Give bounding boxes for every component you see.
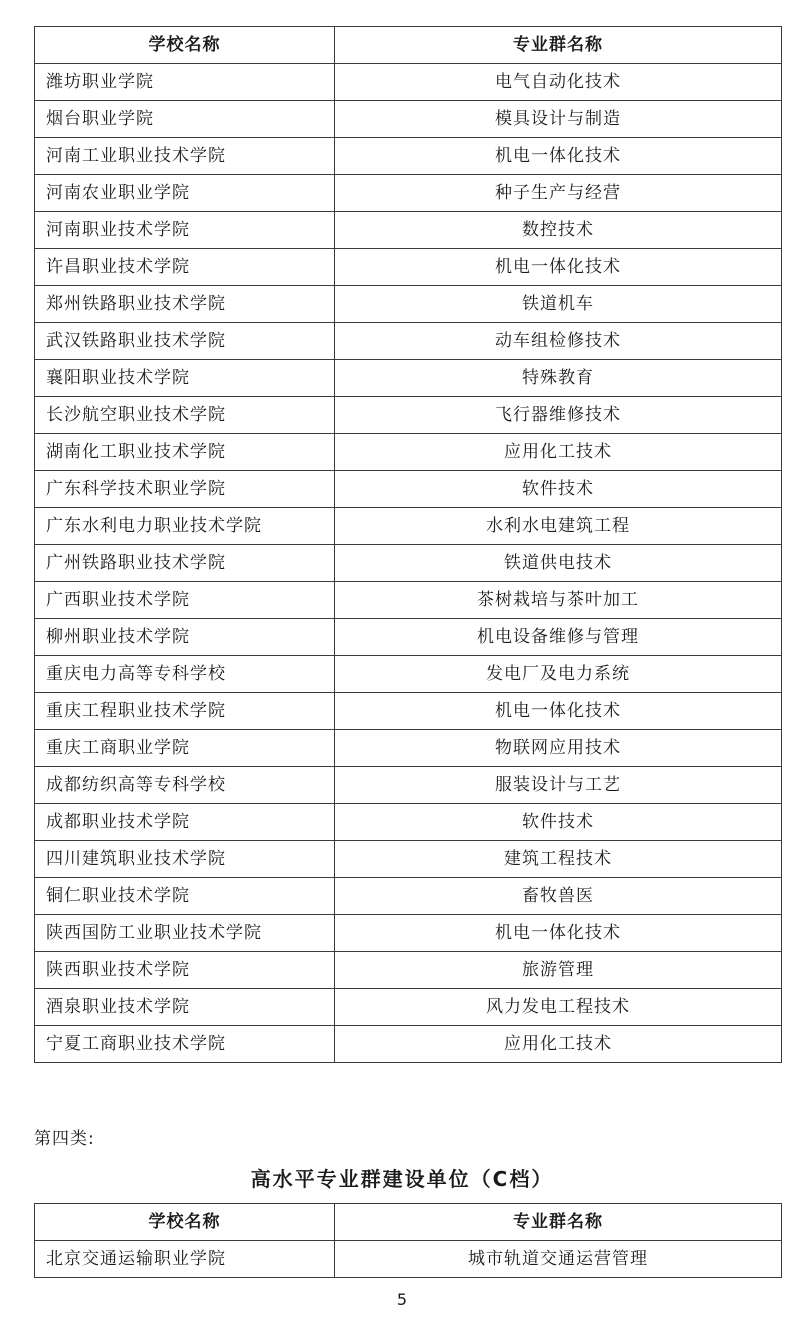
group-name-cell: 应用化工技术 <box>335 434 782 471</box>
table-row <box>35 656 782 693</box>
school-name-cell: 长沙航空职业技术学院 <box>35 397 335 434</box>
school-name-cell: 陕西国防工业职业技术学院 <box>35 915 335 952</box>
table-row <box>35 508 782 545</box>
table-row <box>35 360 782 397</box>
school-name-cell: 许昌职业技术学院 <box>35 249 335 286</box>
group-name-cell: 机电一体化技术 <box>335 915 782 952</box>
table-row <box>35 545 782 582</box>
table-row <box>35 286 782 323</box>
table-header-row <box>35 27 782 64</box>
group-name-cell: 服装设计与工艺 <box>335 767 782 804</box>
group-name-cell: 电气自动化技术 <box>335 64 782 101</box>
school-name-cell: 广东水利电力职业技术学院 <box>35 508 335 545</box>
table-row <box>35 434 782 471</box>
school-name-cell: 成都纺织高等专科学校 <box>35 767 335 804</box>
table-row <box>35 323 782 360</box>
school-name-cell: 陕西职业技术学院 <box>35 952 335 989</box>
group-name-cell: 城市轨道交通运营管理 <box>335 1241 782 1278</box>
school-name-cell: 重庆电力高等专科学校 <box>35 656 335 693</box>
school-name-cell: 襄阳职业技术学院 <box>35 360 335 397</box>
table-row <box>35 175 782 212</box>
school-name-cell: 湖南化工职业技术学院 <box>35 434 335 471</box>
group-name-cell: 软件技术 <box>335 804 782 841</box>
school-name-cell: 河南农业职业学院 <box>35 175 335 212</box>
header-group: 专业群名称 <box>335 1204 782 1241</box>
table-row <box>35 249 782 286</box>
group-name-cell: 水利水电建筑工程 <box>335 508 782 545</box>
table-row <box>35 397 782 434</box>
header-school: 学校名称 <box>35 1204 335 1241</box>
school-name-cell: 铜仁职业技术学院 <box>35 878 335 915</box>
table-row <box>35 101 782 138</box>
school-name-cell: 武汉铁路职业技术学院 <box>35 323 335 360</box>
c-table <box>34 1203 782 1278</box>
group-name-cell: 畜牧兽医 <box>335 878 782 915</box>
group-name-cell: 机电一体化技术 <box>335 693 782 730</box>
section-label: 第四类: <box>34 1129 95 1149</box>
table-row <box>35 1241 782 1278</box>
group-name-cell: 旅游管理 <box>335 952 782 989</box>
group-name-cell: 发电厂及电力系统 <box>335 656 782 693</box>
group-name-cell: 软件技术 <box>335 471 782 508</box>
group-name-cell: 建筑工程技术 <box>335 841 782 878</box>
school-name-cell: 河南工业职业技术学院 <box>35 138 335 175</box>
table-row <box>35 693 782 730</box>
table-row <box>35 64 782 101</box>
header-group: 专业群名称 <box>335 27 782 64</box>
table-row <box>35 915 782 952</box>
group-name-cell: 模具设计与制造 <box>335 101 782 138</box>
page-number: 5 <box>396 1290 408 1309</box>
group-name-cell: 数控技术 <box>335 212 782 249</box>
table-header-row <box>35 1204 782 1241</box>
school-name-cell: 宁夏工商职业技术学院 <box>35 1026 335 1063</box>
group-name-cell: 机电设备维修与管理 <box>335 619 782 656</box>
school-name-cell: 四川建筑职业技术学院 <box>35 841 335 878</box>
school-name-cell: 成都职业技术学院 <box>35 804 335 841</box>
table-row <box>35 582 782 619</box>
group-name-cell: 特殊教育 <box>335 360 782 397</box>
group-name-cell: 机电一体化技术 <box>335 249 782 286</box>
school-name-cell: 广东科学技术职业学院 <box>35 471 335 508</box>
section-title: 高水平专业群建设单位（C档） <box>250 1167 554 1191</box>
school-name-cell: 北京交通运输职业学院 <box>35 1241 335 1278</box>
table-row <box>35 878 782 915</box>
school-name-cell: 重庆工程职业技术学院 <box>35 693 335 730</box>
school-name-cell: 烟台职业学院 <box>35 101 335 138</box>
school-name-cell: 酒泉职业技术学院 <box>35 989 335 1026</box>
group-name-cell: 种子生产与经营 <box>335 175 782 212</box>
school-name-cell: 郑州铁路职业技术学院 <box>35 286 335 323</box>
table-row <box>35 619 782 656</box>
school-name-cell: 柳州职业技术学院 <box>35 619 335 656</box>
group-name-cell: 铁道机车 <box>335 286 782 323</box>
group-name-cell: 铁道供电技术 <box>335 545 782 582</box>
group-name-cell: 飞行器维修技术 <box>335 397 782 434</box>
school-name-cell: 潍坊职业学院 <box>35 64 335 101</box>
school-name-cell: 重庆工商职业学院 <box>35 730 335 767</box>
main-table-body <box>35 64 782 1063</box>
table-row <box>35 952 782 989</box>
group-name-cell: 物联网应用技术 <box>335 730 782 767</box>
table-row <box>35 841 782 878</box>
group-name-cell: 应用化工技术 <box>335 1026 782 1063</box>
table-row <box>35 1026 782 1063</box>
table-row <box>35 767 782 804</box>
table-row <box>35 989 782 1026</box>
school-name-cell: 广西职业技术学院 <box>35 582 335 619</box>
school-name-cell: 河南职业技术学院 <box>35 212 335 249</box>
school-name-cell: 广州铁路职业技术学院 <box>35 545 335 582</box>
table-row <box>35 212 782 249</box>
table-row <box>35 804 782 841</box>
table-row <box>35 138 782 175</box>
group-name-cell: 风力发电工程技术 <box>335 989 782 1026</box>
table-row <box>35 471 782 508</box>
group-name-cell: 动车组检修技术 <box>335 323 782 360</box>
header-school: 学校名称 <box>35 27 335 64</box>
group-name-cell: 机电一体化技术 <box>335 138 782 175</box>
group-name-cell: 茶树栽培与茶叶加工 <box>335 582 782 619</box>
table-row <box>35 730 782 767</box>
c-table-body <box>35 1241 782 1278</box>
main-table <box>34 26 782 1063</box>
